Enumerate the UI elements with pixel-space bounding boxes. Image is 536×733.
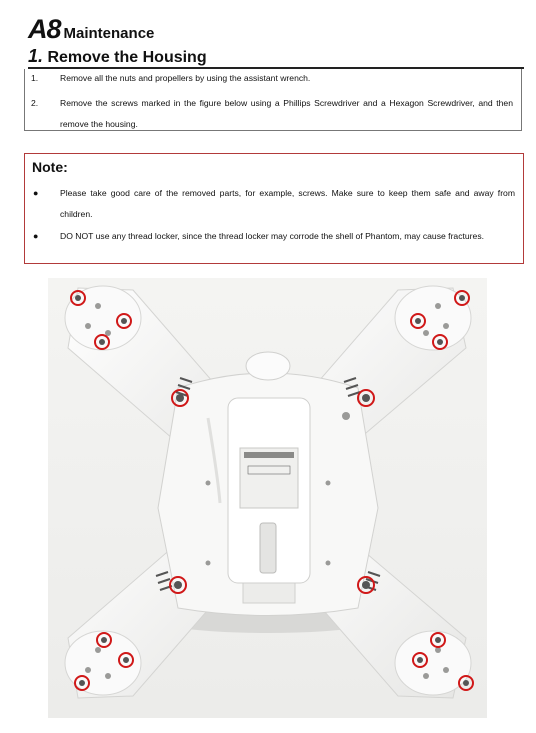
step-number: 1. <box>31 73 39 83</box>
battery-tab <box>243 583 295 603</box>
chapter-code: A8 <box>28 14 61 44</box>
step-text: Remove all the nuts and propellers by using the assistant wrench. <box>60 73 311 83</box>
section-heading <box>28 46 207 67</box>
section-title: Remove the Housing <box>47 49 207 66</box>
page-header <box>28 14 154 44</box>
drone-illustration <box>48 278 487 718</box>
battery-vent <box>260 523 276 573</box>
step-number: 2. <box>31 98 39 108</box>
chapter-title: Maintenance <box>63 25 155 42</box>
camera-mount <box>246 352 290 380</box>
label-bar <box>244 452 294 458</box>
bullet-icon: ● <box>33 231 39 241</box>
drone-underside-figure <box>48 278 487 718</box>
step-text: Remove the screws marked in the figure below using a Phillips Screwdriver and a Hexagon Screwdriver, and then remove the housing. <box>60 98 513 129</box>
note-box <box>24 153 524 264</box>
note-text: DO NOT use any thread locker, since the thread locker may corrode the shell of Phantom, may cause fractures. <box>60 231 484 241</box>
section-number: 1. <box>28 46 44 66</box>
steps-box <box>24 69 522 131</box>
note-title: Note: <box>32 159 68 175</box>
bullet-icon: ● <box>33 188 39 198</box>
note-text: Please take good care of the removed parts, for example, screws. Make sure to keep them safe and away from children. <box>60 188 515 219</box>
